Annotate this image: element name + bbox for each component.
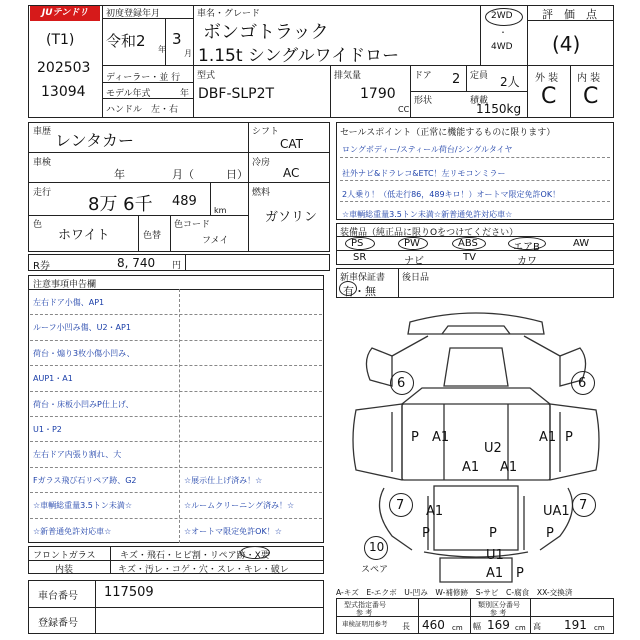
note-left-8: Fガラス飛び石リペア跡、G2 xyxy=(33,475,137,485)
note-left-5: 荷台・床板小凹みP仕上げ、 xyxy=(33,399,134,409)
mark-p-right: P xyxy=(565,430,573,445)
auction-date: 202503 xyxy=(37,60,91,76)
interior-grade: C xyxy=(583,84,599,109)
equipment-title: 装備品（純正品に限りOをつけてください） xyxy=(340,228,519,238)
sales-point-1: ロングボディー/スティール荷台/シングルタイヤ xyxy=(342,145,513,154)
car-name-label: 車名・グレード xyxy=(197,9,261,19)
repair-circle xyxy=(240,546,270,559)
mark-a1-left: A1 xyxy=(432,430,450,445)
mark-ua1: UA1 xyxy=(543,504,570,519)
mark-7-right: 7 xyxy=(579,498,588,513)
color: ホワイト xyxy=(58,228,110,243)
note-right-9: ☆ルームクリーニング済み！☆ xyxy=(184,501,295,511)
warranty-circle xyxy=(339,281,357,296)
equip-navi: ナビ xyxy=(404,256,424,267)
equip-pw: PW xyxy=(404,238,420,249)
sales-point-3: 2人乗り！（低走行86，489キロ！）オートマ限定免許OK！ xyxy=(342,190,561,199)
first-reg-era: 令和2 xyxy=(106,32,146,50)
width: 169 xyxy=(487,618,510,632)
mark-10-spare: 10 xyxy=(369,540,385,554)
pw-circle xyxy=(398,237,428,250)
shift: CAT xyxy=(280,137,303,151)
score: (4) xyxy=(552,32,581,56)
handle-label: ハンドル 左・右 xyxy=(106,105,179,115)
note-left-1: 左右ドア小傷、AP1 xyxy=(33,298,105,307)
lot-label: (T1) xyxy=(46,32,75,48)
note-right-8: ☆展示仕上げ済み！☆ xyxy=(184,475,263,485)
equip-ps: PS xyxy=(351,238,364,249)
mark-6-right: 6 xyxy=(578,376,587,391)
sales-points-title: セールスポイント（正常に機能するものに限ります） xyxy=(340,128,556,138)
capacity: 2人 xyxy=(500,75,520,89)
mark-6-left: 6 xyxy=(397,376,406,391)
notes-title: 注意事項申告欄 xyxy=(33,280,97,290)
note-left-3: 荷台・煽り3枚小傷小凹み、 xyxy=(33,348,135,358)
length: 460 xyxy=(422,618,445,632)
equip-abs: ABS xyxy=(458,238,478,249)
first-reg-month: 3 xyxy=(172,30,182,48)
mark-7-left: 7 xyxy=(396,498,405,513)
model-code: DBF-SLP2T xyxy=(198,86,275,102)
warranty-value: 有・無 xyxy=(343,285,376,298)
drive-2wd: 2WD xyxy=(491,11,513,21)
note-right-10: ☆オートマ限定免許OK！☆ xyxy=(184,526,282,536)
mark-u2: U2 xyxy=(484,441,502,456)
history: レンタカー xyxy=(55,131,134,150)
mark-p-center: P xyxy=(489,526,497,541)
front-glass-value: キズ・飛石・ヒビ割・リペア跡・X要 xyxy=(120,551,270,561)
recycle-amount: 8, 740 xyxy=(117,256,156,270)
doors: 2 xyxy=(452,72,461,87)
car-grade: 1.15t シングルワイドロー xyxy=(198,46,400,66)
note-left-6: U1・P2 xyxy=(33,425,62,434)
model-year-label: モデル年式 xyxy=(106,89,151,99)
interior-value: キズ・汚レ・コゲ・穴・スレ・キレ・破レ xyxy=(118,565,289,575)
ac: AC xyxy=(283,166,300,180)
mark-a1-right: A1 xyxy=(539,430,557,445)
equip-leather: カワ xyxy=(517,256,537,267)
mark-a1-bed-left: A1 xyxy=(462,460,480,475)
chassis-number: 117509 xyxy=(104,585,154,600)
mark-p-low-right: P xyxy=(546,526,554,541)
drive-4wd: 4WD xyxy=(491,42,513,52)
exterior-grade: C xyxy=(541,84,557,109)
abs-circle xyxy=(452,237,486,250)
equip-aw: AW xyxy=(573,238,590,249)
dealer-label: ディーラー・並 行 xyxy=(106,73,181,83)
company-logo: JUテンドリ xyxy=(30,6,100,21)
note-left-4: AUP1・A1 xyxy=(33,374,73,384)
note-left-10: ☆新普通免許対応車☆ xyxy=(33,526,112,536)
mark-p-left: P xyxy=(411,430,419,445)
ps-circle xyxy=(345,237,375,250)
mark-a1-low-left: A1 xyxy=(426,504,444,519)
equip-airbag: エアB xyxy=(513,242,540,253)
first-reg-label: 初度登録年月 xyxy=(106,9,161,19)
spare-label: スペア xyxy=(361,565,389,575)
color-code: フメイ xyxy=(202,236,229,246)
damage-legend: A-キズ E-エクボ U-凹み W-補修跡 S-サビ C-腐食 XX-交換済 xyxy=(336,588,573,597)
note-left-2: ルーフ小凹み傷、U2・AP1 xyxy=(33,323,131,333)
mileage-main: 8万 6千 xyxy=(88,194,153,215)
load: 1150kg xyxy=(476,102,522,116)
mark-a1-bed-right: A1 xyxy=(500,460,518,475)
mileage-sub: 489 xyxy=(172,194,197,209)
equip-tv: TV xyxy=(463,252,476,263)
mark-a1-rear: A1 xyxy=(486,566,504,581)
mark-u1: U1 xyxy=(486,548,504,563)
note-left-9: ☆車輌総重量3.5トン未満☆ xyxy=(33,501,133,511)
fuel: ガソリン xyxy=(265,210,318,225)
mark-p-low-left: P xyxy=(422,526,430,541)
equip-sr: SR xyxy=(353,252,367,263)
lot-number: 13094 xyxy=(41,84,86,100)
car-name: ボンゴトラック xyxy=(203,22,329,43)
airbag-circle xyxy=(508,237,546,250)
sales-point-4: ☆車輌総重量3.5トン未満☆新普通免許対応車☆ xyxy=(342,210,513,219)
mark-p-rear: P xyxy=(516,566,524,581)
sales-point-2: 社外ナビ&ドラレコ&ETC！左リモコンミラー xyxy=(342,169,506,178)
displacement: 1790 xyxy=(360,86,396,102)
height: 191 xyxy=(564,618,587,632)
note-left-7: 左右ドア内張り割れ、大 xyxy=(33,450,122,460)
